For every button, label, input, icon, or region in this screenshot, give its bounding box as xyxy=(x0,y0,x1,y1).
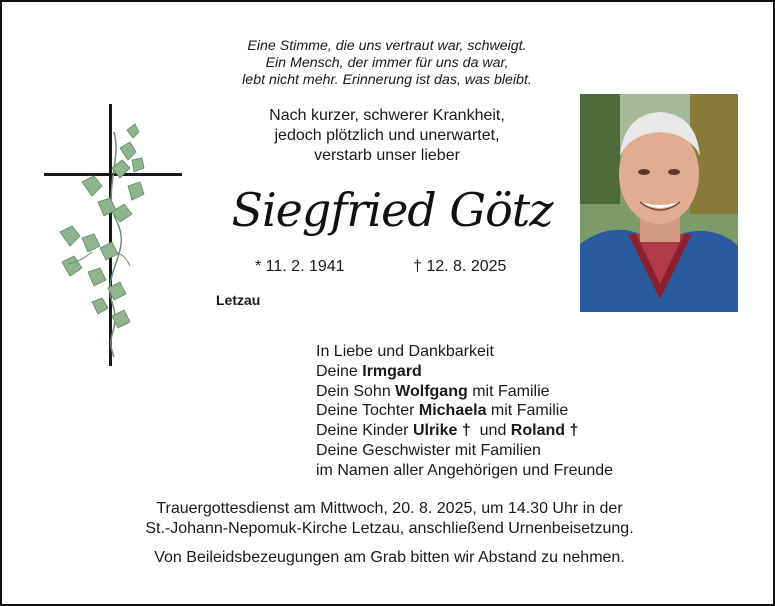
intro-line: Nach kurzer, schwerer Krankheit, xyxy=(269,107,505,124)
family-line: Deine Geschwister mit Familien xyxy=(316,441,541,459)
family-suffix: und xyxy=(470,422,511,440)
family-suffix: mit Familie xyxy=(486,402,569,420)
poem-line: lebt nicht mehr. Erinnerung ist das, was bleibt. xyxy=(242,72,532,88)
place-of-residence: Letzau xyxy=(216,292,261,308)
service-line: Trauergottesdienst am Mittwoch, 20. 8. 2025, um 14.30 Uhr in der xyxy=(156,500,623,517)
portrait-photo xyxy=(580,94,738,312)
family-prefix: Deine xyxy=(316,362,363,380)
intro-text xyxy=(212,106,562,166)
service-line: St.-Johann-Nepomuk-Kirche Letzau, anschließend Urnenbeisetzung. xyxy=(145,519,634,537)
intro-line: verstarb unser lieber xyxy=(314,147,460,164)
family-signatures xyxy=(316,342,613,481)
deceased-name: Siegfried Götz xyxy=(231,183,553,237)
family-prefix: Deine Tochter xyxy=(316,402,419,420)
family-name: Wolfgang xyxy=(395,382,468,400)
family-name: Michaela xyxy=(418,402,487,420)
poem-line: Ein Mensch, der immer für uns da war, xyxy=(265,55,509,71)
family-line xyxy=(316,401,613,421)
death-date: † 12. 8. 2025 xyxy=(413,258,507,275)
intro-line: jedoch plötzlich und unerwartet, xyxy=(274,127,500,144)
cross-with-ivy-icon xyxy=(42,102,187,372)
family-line: im Namen aller Angehörigen und Freunde xyxy=(316,461,614,479)
poem xyxy=(182,38,592,89)
family-line: In Liebe und Dankbarkeit xyxy=(316,343,494,360)
family-name: Roland † xyxy=(510,422,579,440)
birth-date: * 11. 2. 1941 xyxy=(255,258,345,275)
condolence-note: Von Beileidsbezeugungen am Grab bitten wir Abstand zu nehmen. xyxy=(154,549,625,566)
family-name: Ulrike † xyxy=(412,422,471,440)
poem-line: Eine Stimme, die uns vertraut war, schweigt. xyxy=(247,38,527,54)
family-line xyxy=(316,362,613,382)
family-line xyxy=(316,382,613,402)
family-line xyxy=(316,421,613,441)
family-prefix: Dein Sohn xyxy=(316,382,396,400)
family-suffix: mit Familie xyxy=(467,382,550,400)
funeral-service-info xyxy=(82,499,697,538)
family-prefix: Deine Kinder xyxy=(316,422,413,440)
family-name: Irmgard xyxy=(362,362,422,380)
